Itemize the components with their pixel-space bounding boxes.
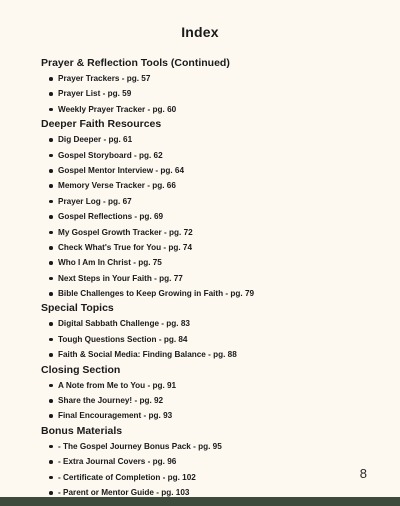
bullet-icon (49, 460, 53, 464)
index-entry (41, 148, 381, 163)
bullet-icon (49, 414, 53, 418)
index-entry-text: - Parent or Mentor Guide - pg. 103 (58, 487, 190, 497)
index-entry (41, 132, 381, 147)
index-entry-text: Prayer Log - pg. 67 (58, 196, 132, 206)
index-entry (41, 209, 381, 224)
index-entry-text: Gospel Reflections - pg. 69 (58, 212, 164, 222)
index-entry (41, 378, 381, 393)
bullet-icon (49, 246, 53, 250)
index-entry (41, 102, 381, 117)
index-entry-text: Tough Questions Section - pg. 84 (58, 334, 188, 344)
index-entry (41, 240, 381, 255)
index-entry (41, 225, 381, 240)
bullet-icon (49, 338, 53, 342)
index-entry-text: Share the Journey! - pg. 92 (58, 396, 164, 406)
section-heading: Prayer & Reflection Tools (Continued) (41, 57, 230, 69)
bullet-icon (49, 92, 53, 96)
index-entry-text: - Certificate of Completion - pg. 102 (58, 472, 196, 482)
entry-list (41, 378, 381, 424)
footer-bar (0, 497, 400, 506)
bullet-icon (49, 200, 53, 204)
index-entry (41, 178, 381, 193)
index-entry-text: Bible Challenges to Keep Growing in Faith - pg. 79 (58, 289, 255, 299)
entry-list (41, 316, 381, 362)
bullet-icon (49, 215, 53, 219)
index-entry (41, 408, 381, 423)
bullet-icon (49, 277, 53, 281)
index-entry-text: Faith & Social Media: Finding Balance - pg. 88 (58, 350, 237, 360)
section-heading: Deeper Faith Resources (41, 118, 162, 131)
index-entry (41, 393, 381, 408)
bullet-icon (49, 445, 53, 449)
index-entry (41, 194, 381, 209)
bullet-icon (49, 184, 53, 188)
entry-list (41, 132, 381, 301)
bullet-icon (49, 108, 53, 112)
index-entry (41, 71, 381, 86)
index-entry-text: Digital Sabbath Challenge - pg. 83 (58, 319, 190, 329)
index-entry-text: Who I Am In Christ - pg. 75 (58, 258, 162, 268)
index-entry (41, 332, 381, 347)
bullet-icon (49, 77, 53, 81)
index-entry (41, 347, 381, 362)
bullet-icon (49, 399, 53, 403)
section-heading: Closing Section (41, 363, 121, 376)
bullet-icon (49, 138, 53, 142)
index-entry-text: Final Encouragement - pg. 93 (58, 411, 173, 421)
bullet-icon (49, 322, 53, 326)
entry-list (41, 439, 381, 501)
section-heading: Special Topics (41, 302, 114, 315)
bullet-icon (49, 292, 53, 296)
bullet-icon (49, 491, 53, 495)
index-entry (41, 286, 381, 301)
bullet-icon (49, 169, 53, 173)
index-entry (41, 454, 381, 469)
index-entry-text: My Gospel Growth Tracker - pg. 72 (58, 227, 193, 237)
index-entry-text: Next Steps in Your Faith - pg. 77 (58, 273, 183, 283)
bullet-icon (49, 231, 53, 235)
index-entry-text: - The Gospel Journey Bonus Pack - pg. 95 (58, 441, 222, 451)
bullet-icon (49, 353, 53, 357)
bullet-icon (49, 261, 53, 265)
entry-list (41, 71, 381, 117)
index-entry (41, 271, 381, 286)
index-entry (41, 255, 381, 270)
index-entry (41, 316, 381, 331)
index-entry-text: Gospel Storyboard - pg. 62 (58, 150, 163, 160)
index-entry-text: Dig Deeper - pg. 61 (58, 135, 133, 145)
index-entry-text: Prayer Trackers - pg. 57 (58, 74, 151, 83)
bullet-icon (49, 154, 53, 158)
index-entry (41, 439, 381, 454)
index-content (41, 56, 381, 500)
index-entry (41, 86, 381, 101)
index-entry-text: Check What's True for You - pg. 74 (58, 242, 193, 252)
bullet-icon (49, 476, 53, 480)
index-entry-text: Prayer List - pg. 59 (58, 89, 132, 99)
index-entry-text: Weekly Prayer Tracker - pg. 60 (58, 104, 177, 114)
index-entry-text: A Note from Me to You - pg. 91 (58, 380, 177, 390)
index-entry (41, 470, 381, 485)
section-heading: Bonus Materials (41, 424, 123, 437)
index-entry-text: Memory Verse Tracker - pg. 66 (58, 181, 176, 191)
index-entry (41, 163, 381, 178)
page-number: 8 (359, 466, 367, 481)
bullet-icon (49, 384, 53, 388)
page-title: Index (181, 24, 219, 40)
index-entry-text: Gospel Mentor Interview - pg. 64 (58, 165, 185, 175)
index-entry-text: - Extra Journal Covers - pg. 96 (58, 457, 177, 467)
